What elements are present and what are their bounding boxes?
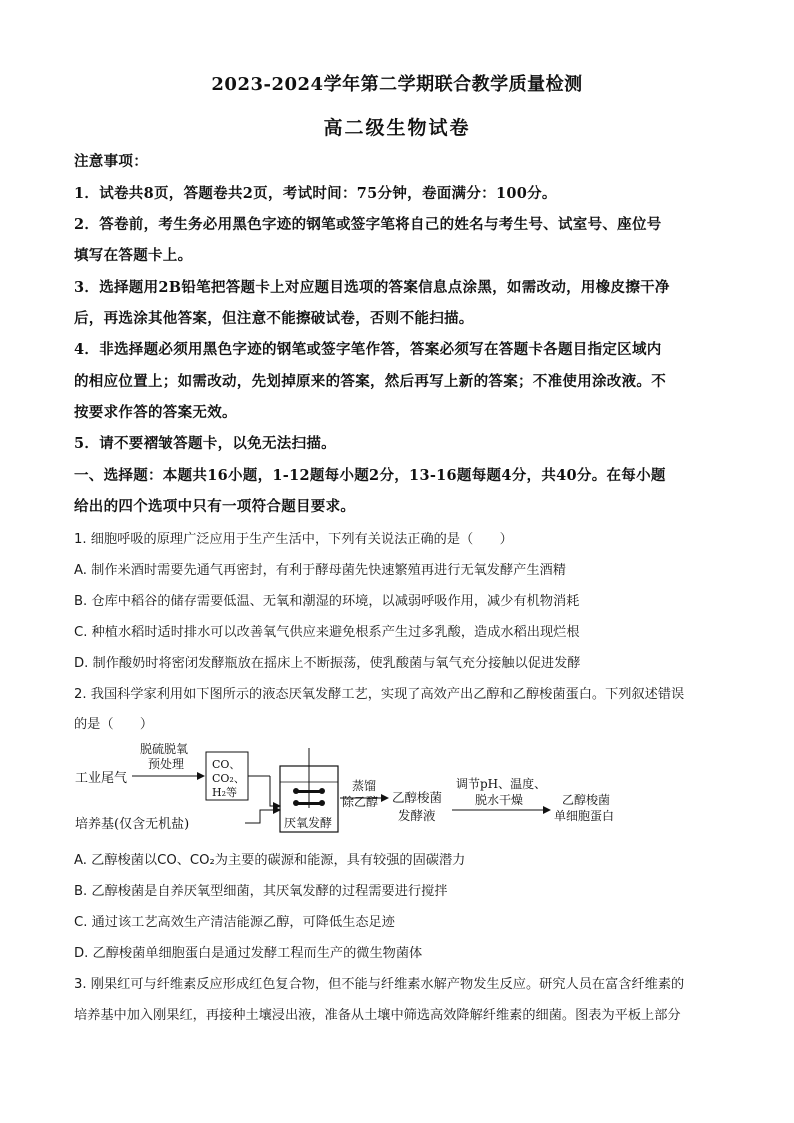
stirrer-hub-1: [293, 788, 299, 794]
medium-inlet-line: [245, 810, 280, 823]
stirrer-hub-4: [319, 800, 325, 806]
gas-label-3: H₂等: [212, 786, 238, 799]
q2-option-b: B. 乙醇梭菌是自养厌氧型细菌，其厌氧发酵的过程需要进行搅拌: [74, 884, 448, 899]
q2-stem-line-1: 2. 我国科学家利用如下图所示的液态厌氧发酵工艺，实现了高效产出乙醇和乙醇梭菌蛋白。下列叙述错误: [74, 687, 685, 702]
pretreat-label-2: 预处理: [148, 757, 185, 771]
q2-option-d: D. 乙醇梭菌单细胞蛋白是通过发酵工程而生产的微生物菌体: [74, 946, 423, 961]
adjust-label-2: 脱水干燥: [475, 793, 524, 807]
notice-item-5: 5．请不要褶皱答题卡，以免无法扫描。: [74, 435, 336, 452]
gas-label-2: CO₂、: [212, 772, 245, 785]
q1-option-b: B. 仓库中稻谷的储存需要低温、无氧和潮湿的环境，以减弱呼吸作用，减少有机物消耗: [74, 594, 580, 609]
tank-label: 厌氧发酵: [284, 816, 333, 830]
notice-item-3-line-1: 3．选择题用2B铅笔把答题卡上对应题目选项的答案信息点涂黑，如需改动，用橡皮擦干净: [74, 279, 670, 296]
notice-item-4-line-3: 按要求作答的答案无效。: [74, 404, 237, 421]
notice-item-1: 1．试卷共8页，答题卷共2页，考试时间：75分钟，卷面满分：100分。: [74, 185, 557, 202]
q1-stem: 1. 细胞呼吸的原理广泛应用于生产生活中，下列有关说法正确的是（ ）: [74, 532, 513, 547]
q1-option-d: D. 制作酸奶时将密闭发酵瓶放在摇床上不断振荡，使乳酸菌与氧气充分接触以促进发酵: [74, 656, 581, 671]
adjust-label-1: 调节pH、温度、: [456, 777, 547, 791]
exam-subtitle: 高二级生物试卷: [323, 117, 471, 139]
q2-option-a: A. 乙醇梭菌以CO、CO₂为主要的碳源和能源，具有较强的固碳潜力: [74, 853, 466, 868]
q1-option-c: C. 种植水稻时适时排水可以改善氧气供应来避免根系产生过多乳酸，造成水稻出现烂根: [74, 625, 580, 640]
notice-item-2-line-2: 填写在答题卡上。: [74, 247, 193, 264]
notice-item-2-line-1: 2．答卷前，考生务必用黑色字迹的钢笔或签字笔将自己的姓名与考生号、试室号、座位号: [74, 216, 662, 233]
q3-stem-line-1: 3. 刚果红可与纤维素反应形成红色复合物，但不能与纤维素水解产物发生反应。研究人员在富含纤维素的: [74, 977, 685, 992]
liquid-label-1: 乙醇梭菌: [392, 790, 443, 805]
industrial-gas-label: 工业尾气: [75, 771, 128, 786]
stirrer-hub-2: [319, 788, 325, 794]
q1-option-a: A. 制作米酒时需要先通气再密封，有利于酵母菌先快速繁殖再进行无氧发酵产生酒精: [74, 563, 566, 578]
notice-item-4-line-2: 的相应位置上；如需改动，先划掉原来的答案，然后再写上新的答案；不准使用涂改液。不: [74, 373, 666, 390]
exam-title: 2023-2024学年第二学期联合教学质量检测: [211, 74, 583, 95]
q2-option-c: C. 通过该工艺高效生产清洁能源乙醇，可降低生态足迹: [74, 915, 395, 930]
notice-heading: 注意事项：: [74, 153, 148, 170]
distill-label-2: 除乙醇: [342, 795, 379, 809]
notice-item-4-line-1: 4．非选择题必须用黑色字迹的钢笔或签字笔作答，答案必须写在答题卡各题目指定区域内: [74, 341, 662, 358]
gas-inlet-line: [270, 776, 280, 806]
notice-item-3-line-2: 后，再选涂其他答案，但注意不能擦破试卷，否则不能扫描。: [74, 310, 474, 327]
section-heading-line-1: 一、选择题：本题共16小题，1-12题每小题2分，13-16题每题4分，共40分。在每小题: [74, 467, 666, 484]
liquid-label-2: 发酵液: [398, 808, 436, 823]
gas-label-1: CO、: [212, 758, 241, 771]
product-label-1: 乙醇梭菌: [562, 793, 611, 807]
stirrer-hub-3: [293, 800, 299, 806]
distill-label-1: 蒸馏: [352, 779, 377, 793]
fermentation-process-diagram: [70, 738, 710, 838]
q3-stem-line-2: 培养基中加入刚果红，再接种土壤浸出液，准备从土壤中筛选高效降解纤维素的细菌。图表为平板上部分: [74, 1008, 681, 1023]
medium-label: 培养基(仅含无机盐): [75, 817, 190, 832]
section-heading-line-2: 给出的四个选项中只有一项符合题目要求。: [74, 498, 356, 515]
q2-stem-line-2: 的是（ ）: [74, 717, 154, 732]
pretreat-label-1: 脱硫脱氧: [140, 742, 189, 756]
product-label-2: 单细胞蛋白: [554, 809, 615, 823]
